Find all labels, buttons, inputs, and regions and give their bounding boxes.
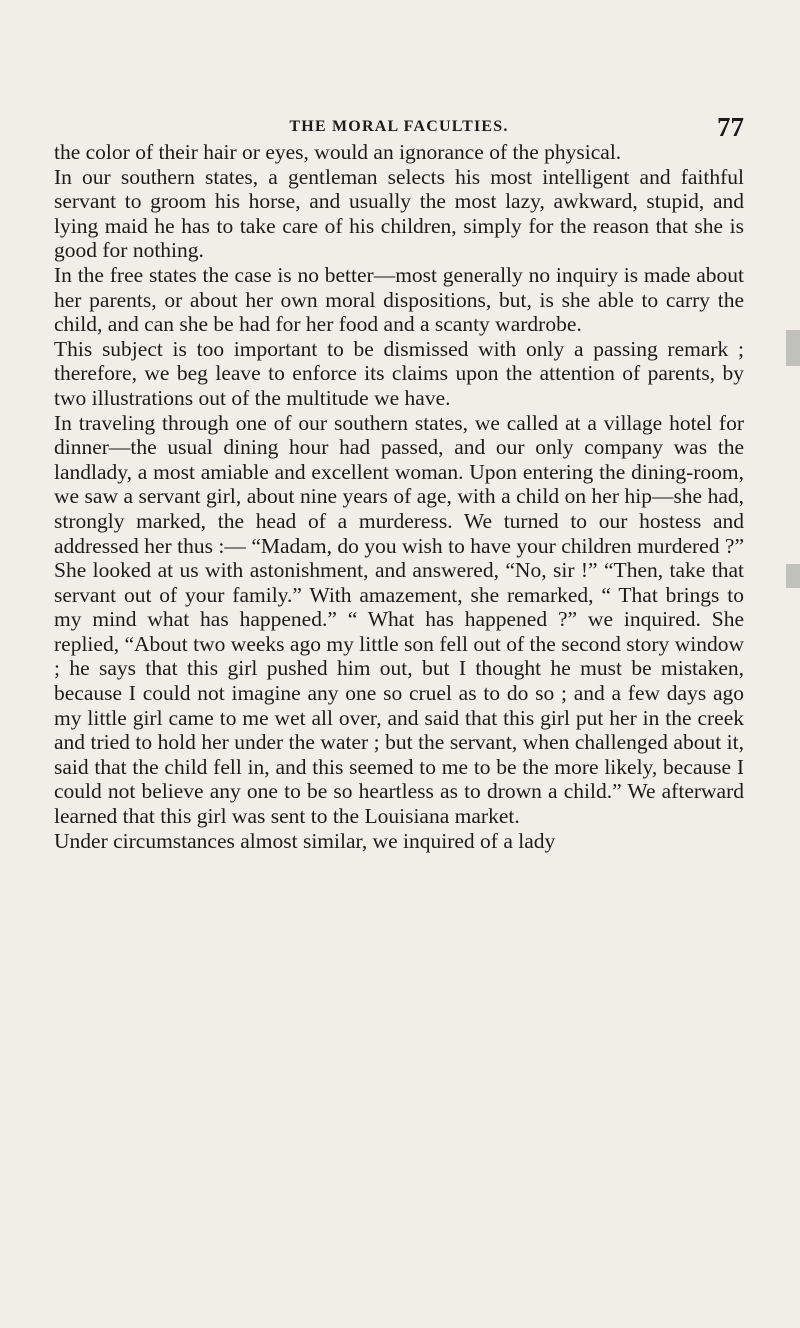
page-edge-mark-top (786, 330, 800, 366)
paragraph-important-subject: This subject is too important to be dismissed with only a passing remark ; therefore, we beg leave to enforce its claims upon the attention of parents, by two illustrations out of the multitude we have. (54, 336, 744, 410)
page-edge-mark-middle (786, 564, 800, 588)
paragraph-traveling: In traveling through one of our southern states, we called at a village hotel for dinner—the usual dining hour had passed, and our only company was the landlady, a most amiable and excellent woman. Upon entering the dining-room, we saw a servant girl, about nine years of age, with a child on her hip—she had, strongly marked, the head of a murderess. We turned to our hostess and addressed her thus :— “Madam, do you wish to have your children murdered ?” She looked at us with astonishment, and answered, “No, sir !” “Then, take that servant out of your family.” With amazement, she remarked, “ That brings to my mind what has happened.” “ What has happened ?” we inquired. She replied, “About two weeks ago my little son fell out of the second story window ; he says that this girl pushed him out, but I thought he must be mistaken, because I could not imagine any one so cruel as to do so ; and a few days ago my little girl came to me wet all over, and said that this girl put her in the creek and tried to hold her under the water ; but the servant, when challenged about it, said that the child fell in, and this seemed to me to be the more likely, because I could not believe any one to be so heartless as to drown a child.” We afterward learned that this girl was sent to the Louisiana market. (54, 410, 744, 829)
page-number: 77 (717, 112, 744, 142)
paragraph-under-circumstances: Under circumstances almost similar, we inquired of a lady (54, 828, 556, 853)
running-head: THE MORAL FACULTIES. (289, 118, 509, 135)
paragraph-free-states: In the free states the case is no better—most generally no inquiry is made about her parents, or about her own moral dispositions, but, is she able to carry the child, and can she be had for her food and a scanty wardrobe. (54, 262, 744, 337)
paragraph-southern-states: In our southern states, a gentleman selects his most intelligent and faithful servant to groom his horse, and usually the most lazy, awkward, stupid, and lying maid he has to take care of his children, simply for the reason that she is good for nothing. (54, 164, 744, 263)
body-text (54, 140, 744, 853)
paragraph-continuation: the color of their hair or eyes, would an ignorance of the physical. (54, 140, 622, 164)
